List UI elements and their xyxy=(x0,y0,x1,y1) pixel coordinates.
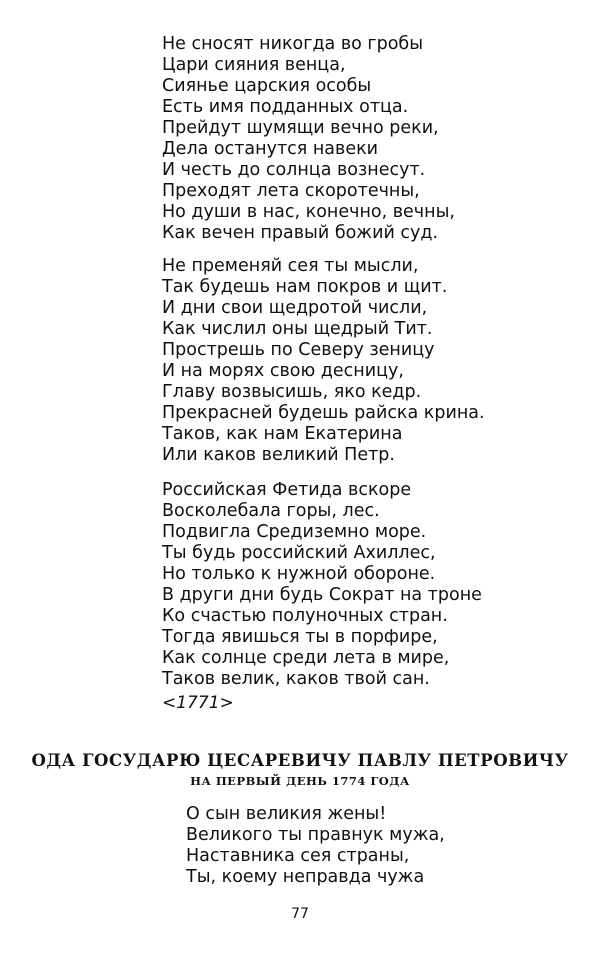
verse-line: Как числил оны щедрый Тит. xyxy=(162,319,433,339)
verse-line: Тогда явишься ты в порфире, xyxy=(162,627,438,647)
verse-line: Таков, как нам Екатерина xyxy=(162,424,403,444)
poem-date: <1771> xyxy=(162,693,234,713)
verse-line: Великого ты правнук мужа, xyxy=(186,825,445,845)
verse-line: Дела останутся навеки xyxy=(162,139,379,159)
verse-line: Ты, коему неправда чужа xyxy=(186,867,425,887)
verse-line: Или каков великий Петр. xyxy=(162,445,395,465)
verse-line: Российская Фетида вскоре xyxy=(162,480,412,500)
verse-line: Сиянье царския особы xyxy=(162,76,372,96)
verse-line: Но души в нас, конечно, вечны, xyxy=(162,202,455,222)
verse-line: Прострешь по Северу зеницу xyxy=(162,340,435,360)
verse-line: Как солнце среди лета в мире, xyxy=(162,648,450,668)
stanza xyxy=(162,34,455,244)
verse-line: Подвигла Средиземно море. xyxy=(162,522,427,542)
verse-line: Но только к нужной обороне. xyxy=(162,564,436,584)
ode-title: ОДА ГОСУДАРЮ ЦЕСАРЕВИЧУ ПАВЛУ ПЕТРОВИЧУ xyxy=(31,751,569,770)
verse-line: И дни свои щедротой числи, xyxy=(162,298,428,318)
verse-line: Преходят лета скоротечны, xyxy=(162,181,420,201)
verse-line: Прекрасней будешь райска крина. xyxy=(162,403,485,423)
verse-line: Главу возвысишь, яко кедр. xyxy=(162,382,422,402)
verse-line: Восколебала горы, лес. xyxy=(162,501,380,521)
verse-line: Наставника сея страны, xyxy=(186,846,410,866)
verse-line: И честь до солнца вознесут. xyxy=(162,160,426,180)
verse-line: Ты будь российский Ахиллес, xyxy=(162,543,436,563)
verse-line: Как вечен правый божий суд. xyxy=(162,223,439,243)
verse-line: И на морях свою десницу, xyxy=(162,361,404,381)
stanza xyxy=(162,480,482,690)
verse-line: Не пременяй сея ты мысли, xyxy=(162,256,419,276)
verse-line: В други дни будь Сократ на троне xyxy=(162,585,482,605)
verse-line: Так будешь нам покров и щит. xyxy=(162,277,448,297)
verse-line: Есть имя подданных отца. xyxy=(162,97,409,117)
ode-subtitle: НА ПЕРВЫЙ ДЕНЬ 1774 ГОДА xyxy=(190,774,410,788)
ode-stanza xyxy=(186,804,445,888)
verse-line: Прейдут шумящи вечно реки, xyxy=(162,118,439,138)
stanza xyxy=(162,256,485,466)
verse-line: Цари сияния венца, xyxy=(162,55,346,75)
verse-line: Ко счастью полуночных стран. xyxy=(162,606,448,626)
verse-line: Таков велик, каков твой сан. xyxy=(162,669,430,689)
verse-line: Не сносят никогда во гробы xyxy=(162,34,424,54)
verse-line: О сын великия жены! xyxy=(186,804,387,824)
page-number: 77 xyxy=(291,906,309,922)
